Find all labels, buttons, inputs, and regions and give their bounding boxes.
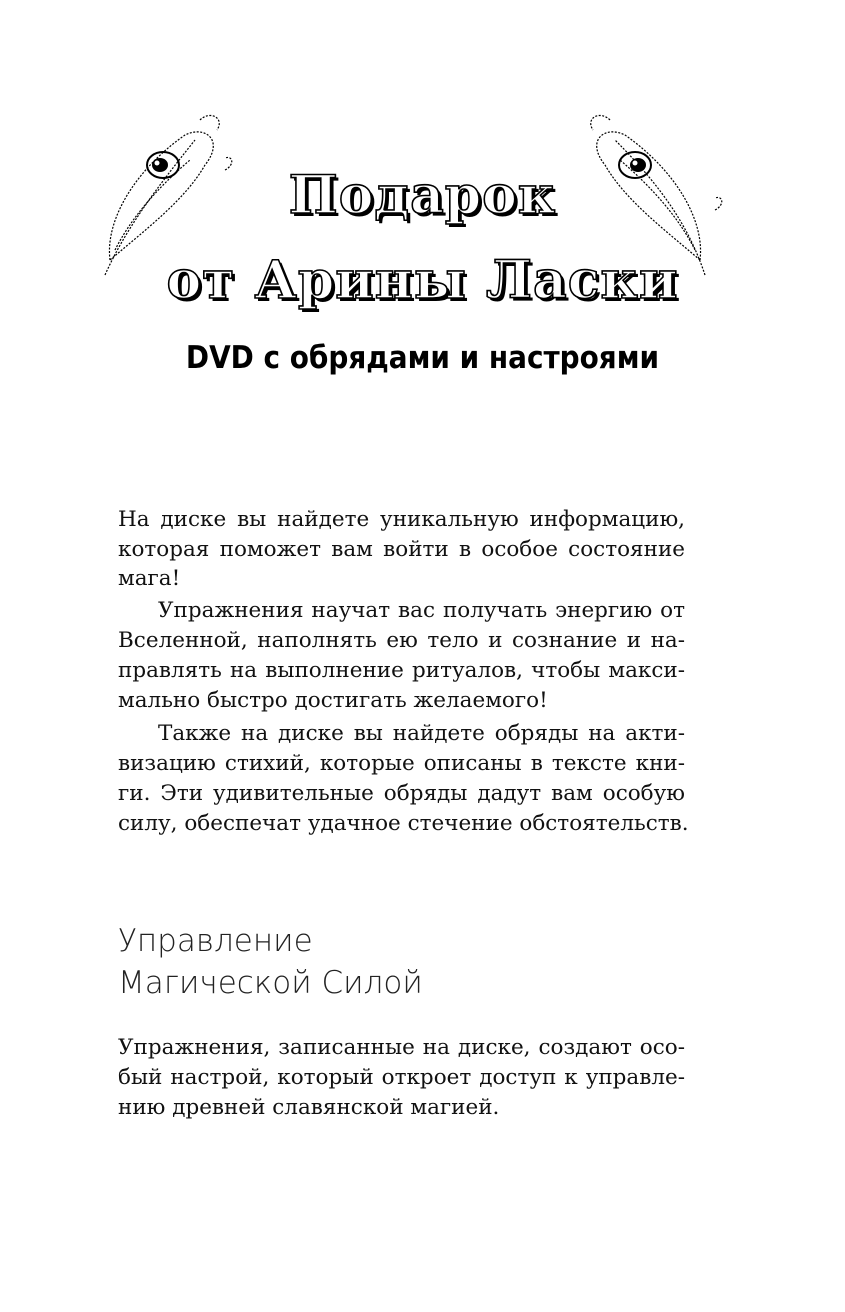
text-line: мально быстро достигать желаемого! [118,688,548,713]
text-line: Также на диске вы найдете обряды на акти- [158,721,685,746]
text-line: нию древней славянской магией. [118,1095,500,1120]
subtitle: DVD с обрядами и настроями [185,340,660,376]
title-line-1: Подарок [288,165,557,226]
text-line: ги. Эти удивительные обряды дадут вам особую [118,781,685,806]
text-line: Вселенной, наполнять ею тело и сознание и на- [118,628,685,653]
text-line: мага! [118,566,181,591]
text-line: визацию стихий, которые описаны в тексте кни- [118,751,685,776]
text-line: силу, обеспечат удачное стечение обстоятельств. [118,811,689,836]
text-line: которая поможет вам войти в особое состояние [118,537,685,562]
text-line: бый настрой, который откроет доступ к управле- [118,1065,685,1090]
text-line: Упражнения, записанные на диске, создают осо- [118,1035,685,1060]
section-heading-line-1: Управление [118,923,313,959]
text-line: правлять на выполнение ритуалов, чтобы макси- [118,658,685,683]
section-heading-line-2: Магической Силой [118,965,423,1001]
title-line-2: от Арины Ласки [166,250,679,311]
text-line: Упражнения научат вас получать энергию от [158,598,685,623]
text-line: На диске вы найдете уникальную информацию, [118,507,685,532]
